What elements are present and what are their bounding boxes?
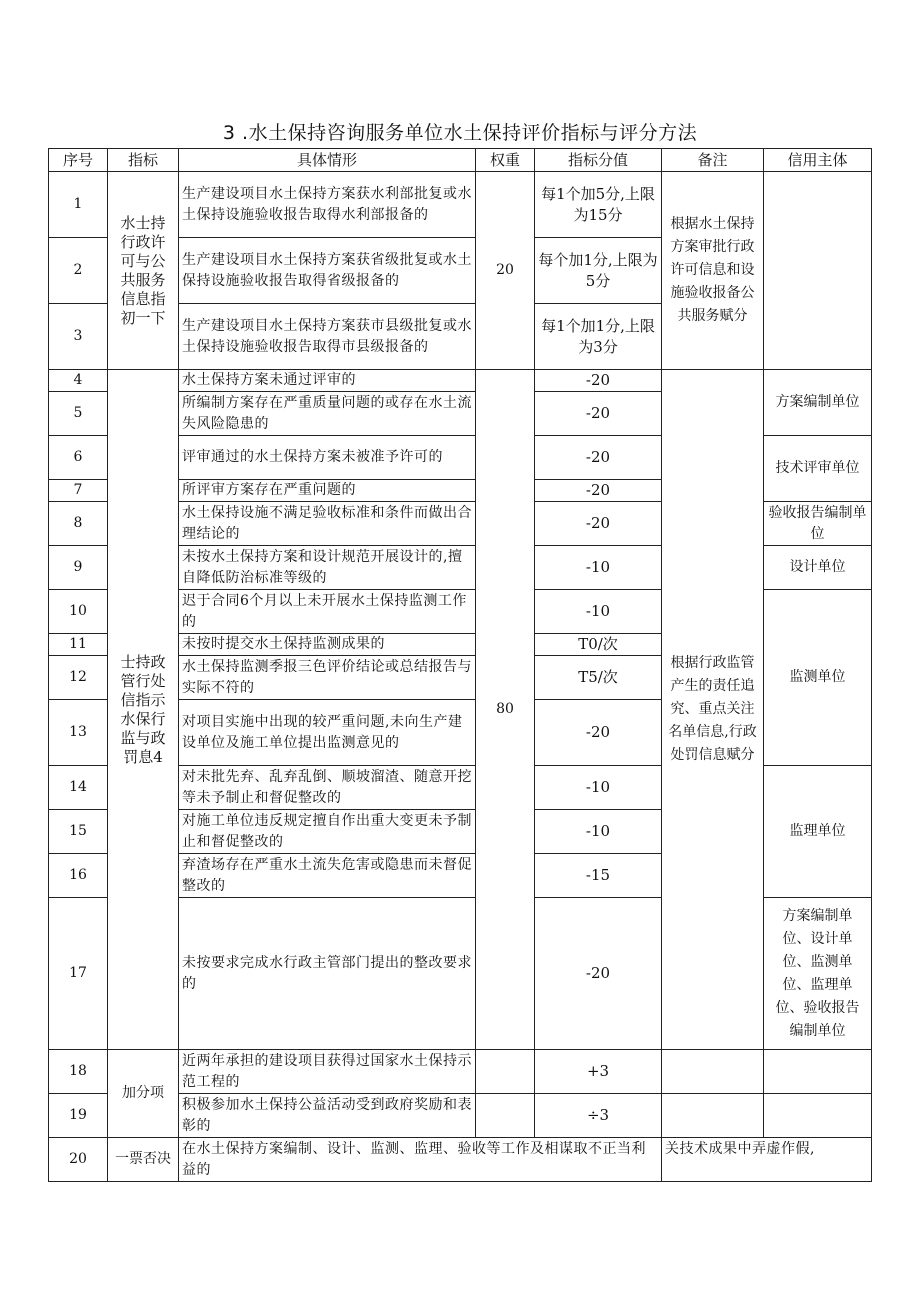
situation-cell: 对未批先弃、乱弃乱倒、顺坡溜渣、随意开挖等未予制止和督促整改的 (179, 766, 476, 810)
weight-cell (476, 1094, 535, 1138)
situation-cell: 评审通过的水土保持方案未被准予许可的 (179, 436, 476, 480)
row-number: 15 (49, 810, 108, 854)
score-cell: -20 (535, 370, 662, 392)
situation-cell: 所编制方案存在严重质量问题的或存在水土流失风险隐患的 (179, 392, 476, 436)
header-cell: 信用主体 (764, 149, 872, 172)
situation-cell: 所评审方案存在严重问题的 (179, 480, 476, 502)
score-cell: -10 (535, 546, 662, 590)
subject-cell (764, 1050, 872, 1094)
table-row (49, 1138, 872, 1182)
score-cell: -10 (535, 810, 662, 854)
row-number: 11 (49, 634, 108, 656)
header-cell: 备注 (662, 149, 764, 172)
header-cell: 指标分值 (535, 149, 662, 172)
remark-cell (662, 1050, 764, 1094)
score-cell: 每个加1分,上限为5分 (535, 238, 662, 304)
header-cell: 指标 (108, 149, 179, 172)
situation-tail: 关技术成果中弄虚作假, (662, 1138, 872, 1182)
score-cell: T0/次 (535, 634, 662, 656)
score-cell: -20 (535, 436, 662, 480)
subject-cell: 监理单位 (764, 766, 872, 898)
score-cell: -10 (535, 590, 662, 634)
score-cell: -20 (535, 700, 662, 766)
situation-cell: 生产建设项目水土保持方案获水利部批复或水土保持设施验收报告取得水利部报备的 (179, 172, 476, 238)
subject-cell (764, 172, 872, 370)
situation-cell: 生产建设项目水土保持方案获市县级批复或水土保持设施验收报告取得市县级报备的 (179, 304, 476, 370)
situation-cell: 迟于合同6个月以上未开展水土保持监测工作的 (179, 590, 476, 634)
subject-cell: 监测单位 (764, 590, 872, 766)
score-cell: -20 (535, 480, 662, 502)
row-number: 16 (49, 854, 108, 898)
score-cell: ÷3 (535, 1094, 662, 1138)
row-number: 9 (49, 546, 108, 590)
weight-cell: 80 (476, 370, 535, 1050)
row-number: 6 (49, 436, 108, 480)
subject-cell: 技术评审单位 (764, 436, 872, 502)
row-number: 14 (49, 766, 108, 810)
situation-cell: 水土保持方案未通过评审的 (179, 370, 476, 392)
row-number: 18 (49, 1050, 108, 1094)
weight-cell (476, 1050, 535, 1094)
weight-cell: 20 (476, 172, 535, 370)
remark-cell: 根据水土保持方案审批行政许可信息和设施验收报备公共服务赋分 (662, 172, 764, 370)
situation-cell: 弃渣场存在严重水土流失危害或隐患而未督促整改的 (179, 854, 476, 898)
row-number: 7 (49, 480, 108, 502)
header-cell: 权重 (476, 149, 535, 172)
evaluation-table (48, 148, 872, 1182)
table-row (49, 1050, 872, 1094)
indicator-group: 加分项 (108, 1050, 179, 1138)
row-number: 3 (49, 304, 108, 370)
row-number: 20 (49, 1138, 108, 1182)
score-cell: 每1个加1分,上限为3分 (535, 304, 662, 370)
row-number: 19 (49, 1094, 108, 1138)
score-cell: T5/次 (535, 656, 662, 700)
row-number: 12 (49, 656, 108, 700)
remark-cell (662, 1094, 764, 1138)
score-cell: -20 (535, 392, 662, 436)
situation-cell: 积极参加水土保持公益活动受到政府奖励和表彰的 (179, 1094, 476, 1138)
score-cell: 每1个加5分,上限为15分 (535, 172, 662, 238)
situation-cell: 未按时提交水土保持监测成果的 (179, 634, 476, 656)
indicator-group: 水士持行政许可与公共服务信息指初一下 (108, 172, 179, 370)
row-number: 5 (49, 392, 108, 436)
situation-cell: 对项目实施中出现的较严重问题,未向生产建设单位及施工单位提出监测意见的 (179, 700, 476, 766)
score-cell: -20 (535, 898, 662, 1050)
page-title: 3 .水土保持咨询服务单位水土保持评价指标与评分方法 (222, 122, 698, 144)
score-cell: +3 (535, 1050, 662, 1094)
subject-cell: 方案编制单位 (764, 370, 872, 436)
situation-cell: 未按要求完成水行政主管部门提出的整改要求的 (179, 898, 476, 1050)
subject-cell: 方案编制单位、设计单位、监测单位、监理单位、验收报告编制单位 (764, 898, 872, 1050)
situation-cell: 水土保持设施不满足验收标准和条件而做出合理结论的 (179, 502, 476, 546)
subject-cell: 设计单位 (764, 546, 872, 590)
indicator-group: 士持政管行处信指示水保行监与政罚息4 (108, 370, 179, 1050)
table-row (49, 172, 872, 238)
header-row (49, 149, 872, 172)
table-row (49, 370, 872, 392)
score-cell: -10 (535, 766, 662, 810)
row-number: 17 (49, 898, 108, 1050)
header-cell: 具体情形 (179, 149, 476, 172)
score-cell: -20 (535, 502, 662, 546)
subject-cell (764, 1094, 872, 1138)
row-number: 8 (49, 502, 108, 546)
subject-cell: 验收报告编制单位 (764, 502, 872, 546)
row-number: 10 (49, 590, 108, 634)
row-number: 2 (49, 238, 108, 304)
situation-cell: 未按水土保持方案和设计规范开展设计的,擅自降低防治标准等级的 (179, 546, 476, 590)
row-number: 4 (49, 370, 108, 392)
situation-cell: 近两年承担的建设项目获得过国家水土保持示范工程的 (179, 1050, 476, 1094)
situation-cell: 水土保持监测季报三色评价结论或总结报告与实际不符的 (179, 656, 476, 700)
row-number: 1 (49, 172, 108, 238)
situation-cell: 在水土保持方案编制、设计、监测、监理、验收等工作及相谋取不正当利益的 (179, 1138, 662, 1182)
indicator-group: 一票否决 (108, 1138, 179, 1182)
score-cell: -15 (535, 854, 662, 898)
situation-cell: 生产建设项目水土保持方案获省级批复或水土保持设施验收报告取得省级报备的 (179, 238, 476, 304)
header-cell: 序号 (49, 149, 108, 172)
situation-cell: 对施工单位违反规定擅自作出重大变更未予制止和督促整改的 (179, 810, 476, 854)
row-number: 13 (49, 700, 108, 766)
remark-cell: 根据行政监管产生的责任追究、重点关注名单信息,行政处罚信息赋分 (662, 370, 764, 1050)
